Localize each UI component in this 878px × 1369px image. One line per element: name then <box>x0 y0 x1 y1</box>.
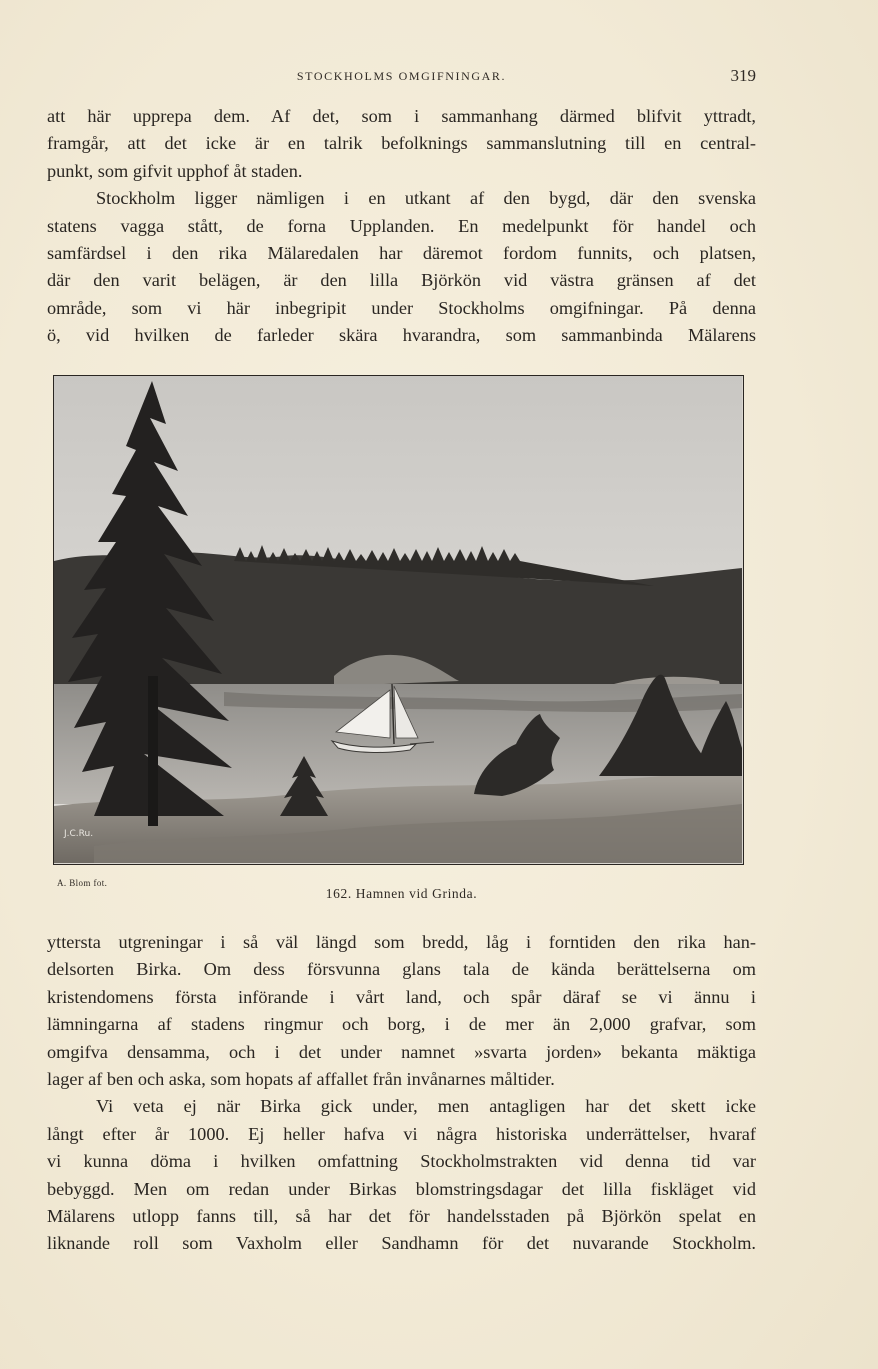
engraver-monogram: J.C.Ru. <box>64 829 94 839</box>
text-line: omgifva densamma, och i det under namnet »svarta jorden» bekanta mäktiga <box>47 1041 756 1062</box>
text-line: framgår, att det icke är en talrik befolknings sammanslutning till en central- <box>47 133 756 154</box>
running-title: STOCKHOLMS OMGIFNINGAR. <box>296 69 507 83</box>
figure-caption: 162. Hamnen vid Grinda. <box>325 886 478 901</box>
photo-credit: A. Blom fot. <box>57 878 108 888</box>
text-line: ö, vid hvilken de farleder skära hvarandra, som sammanbinda Mälarens <box>47 325 756 346</box>
text-line: där den varit belägen, är den lilla Björkön vid västra gränsen af det <box>47 270 756 291</box>
text-line: långt efter år 1000. Ej heller hafva vi några historiska underrättelser, hvaraf <box>47 1123 756 1144</box>
text-line: kristendomens första införande i vårt land, och spår däraf se vi ännu i <box>47 986 756 1007</box>
text-line: Stockholm ligger nämligen i en utkant af den bygd, där den svenska <box>96 188 756 209</box>
text-line: att här upprepa dem. Af det, som i sammanhang därmed blifvit yttradt, <box>47 106 756 126</box>
text-line: Mälarens utlopp fanns till, så har det för handelsstaden på Björkön spelat en <box>47 1206 756 1227</box>
text-line: liknande roll som Vaxholm eller Sandhamn för det nuvarande Stockholm. <box>47 1233 756 1254</box>
photo-illustration <box>54 376 742 863</box>
text-line: vi kunna döma i hvilken omfattning Stockholmstrakten vid denna tid var <box>47 1151 756 1172</box>
text-line: bebyggd. Men om redan under Birkas blomstringsdagar det lilla fiskläget vid <box>47 1178 756 1199</box>
text-line: Vi veta ej när Birka gick under, men antagligen har det skett icke <box>96 1096 756 1117</box>
text-line: lämningarna af stadens ringmur och borg, i de mer än 2,000 grafvar, som <box>47 1014 756 1035</box>
text-line: område, som vi här inbegripit under Stockholms omgifningar. På denna <box>47 297 756 318</box>
running-head <box>47 66 756 88</box>
body-text-top <box>47 103 756 350</box>
text-line: yttersta utgreningar i så väl längd som bredd, låg i forntiden den rika han- <box>47 932 756 952</box>
text-line: lager af ben och aska, som hopats af affallet från invånarnes måltider. <box>47 1069 555 1090</box>
halftone-photograph <box>53 375 744 865</box>
text-line: samfärdsel i den rika Mälaredalen har däremot fordom funnits, och platsen, <box>47 243 756 264</box>
body-text-bottom <box>47 929 756 1258</box>
text-line: delsorten Birka. Om dess försvunna glans tala de kända berättelserna om <box>47 959 756 980</box>
page-number: 319 <box>730 66 756 85</box>
text-line: statens vagga stått, de forna Upplanden. En medelpunkt för handel och <box>47 215 756 236</box>
text-line: punkt, som gifvit upphof åt staden. <box>47 160 303 181</box>
